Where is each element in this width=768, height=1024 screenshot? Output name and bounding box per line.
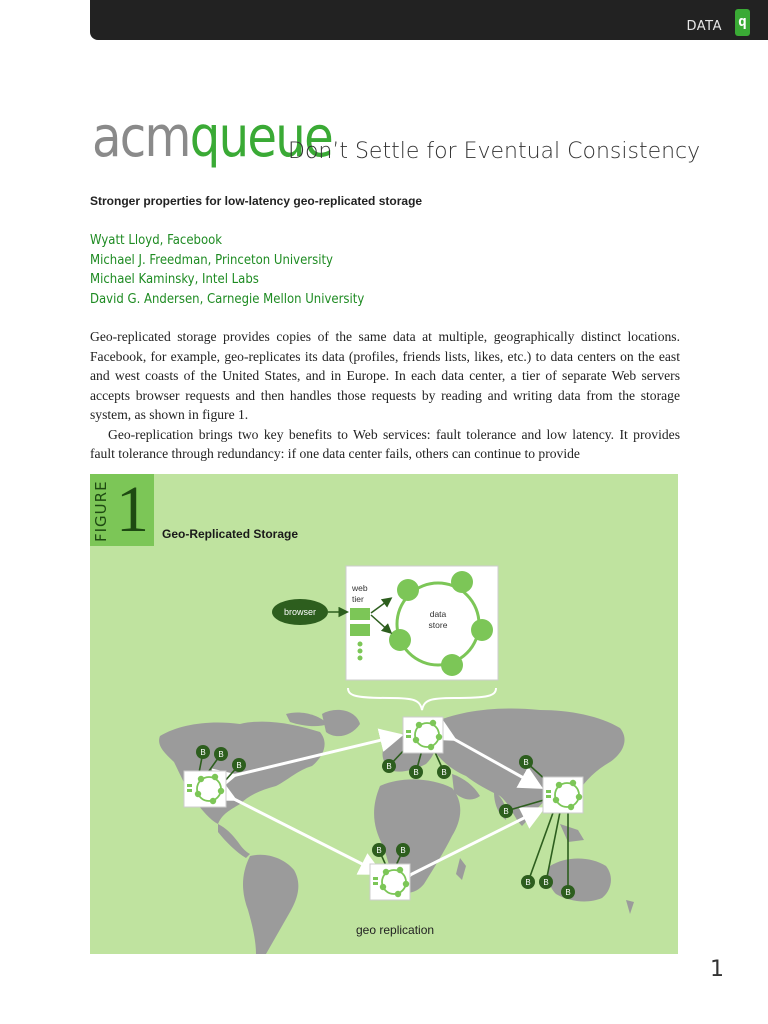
section-label: DATA (686, 19, 722, 34)
browser-node-label: B (441, 768, 447, 777)
browser-node-label: B (218, 750, 224, 759)
figure-caption: geo replication (356, 923, 435, 937)
data-store-label: store (428, 620, 448, 630)
body-paragraph: Geo-replication brings two key benefits to Web services: fault tolerance and low latency. It provides fault tolerance through redundancy: if one data center fails, others can continue to provide (90, 426, 680, 461)
queue-q-icon: q (735, 9, 750, 36)
figure-label-box (90, 474, 154, 546)
greenland (322, 710, 360, 736)
browser-label: browser (283, 607, 317, 617)
world-map (159, 709, 634, 954)
browser-node-label: B (503, 807, 509, 816)
author: Michael Kaminsky, Intel Labs (90, 272, 259, 287)
web-tier-label: web (352, 583, 368, 593)
dc-asia (543, 777, 583, 813)
australia (548, 859, 611, 902)
figure-number: 1 (116, 474, 149, 546)
browser-node-label: B (565, 888, 571, 897)
web-tier-label: tier (352, 594, 364, 604)
browser-node-label: B (236, 761, 242, 770)
central-america (218, 824, 250, 858)
figure-word: FIGURE (92, 480, 110, 542)
browser-node-label: B (523, 758, 529, 767)
south-america (243, 855, 298, 954)
dc-north-america (184, 771, 226, 807)
figure-1 (90, 474, 678, 954)
author: Michael J. Freedman, Princeton University (90, 252, 333, 268)
header-bar (90, 0, 768, 40)
data-store-label: data (429, 609, 447, 619)
new-zealand (626, 900, 634, 914)
article-body (90, 327, 680, 464)
dc-africa (370, 864, 410, 900)
author-list (90, 231, 395, 309)
browser-node-label: B (413, 768, 419, 777)
greenland-shelf (286, 712, 328, 726)
browser-node-label: B (525, 878, 531, 887)
author: Wyatt Lloyd, Facebook (90, 233, 223, 248)
figure-title: Geo-Replicated Storage (162, 527, 299, 541)
page-number: 1 (710, 957, 724, 982)
browser-node-label: B (543, 878, 549, 887)
logo-acm: acm (92, 105, 190, 170)
dc-europe (403, 717, 443, 753)
article-title: Don’t Settle for Eventual Consistency (288, 139, 701, 164)
body-paragraph: Geo-replicated storage provides copies of the same data at multiple, geographically distinct locations. Facebook, for example, geo-replicates its data (profiles, friends lists, likes, etc.) to data centers on the east and west coasts of the United States, and in Europe. In each data center, a tier of separate Web servers accepts browser requests and then handles those requests by reading and writing data from the storage system, as shown in figure 1. (90, 329, 680, 422)
browser-node-label: B (386, 762, 392, 771)
browser-node-label: B (200, 748, 206, 757)
logo-queue: queue (189, 105, 333, 170)
browser-node-label: B (376, 846, 382, 855)
indonesia (560, 824, 584, 842)
article-subtitle: Stronger properties for low-latency geo-replicated storage (90, 194, 423, 208)
figure-illustration (90, 474, 678, 954)
browser-node-label: B (400, 846, 406, 855)
madagascar (456, 858, 466, 880)
author: David G. Andersen, Carnegie Mellon University (90, 291, 365, 307)
